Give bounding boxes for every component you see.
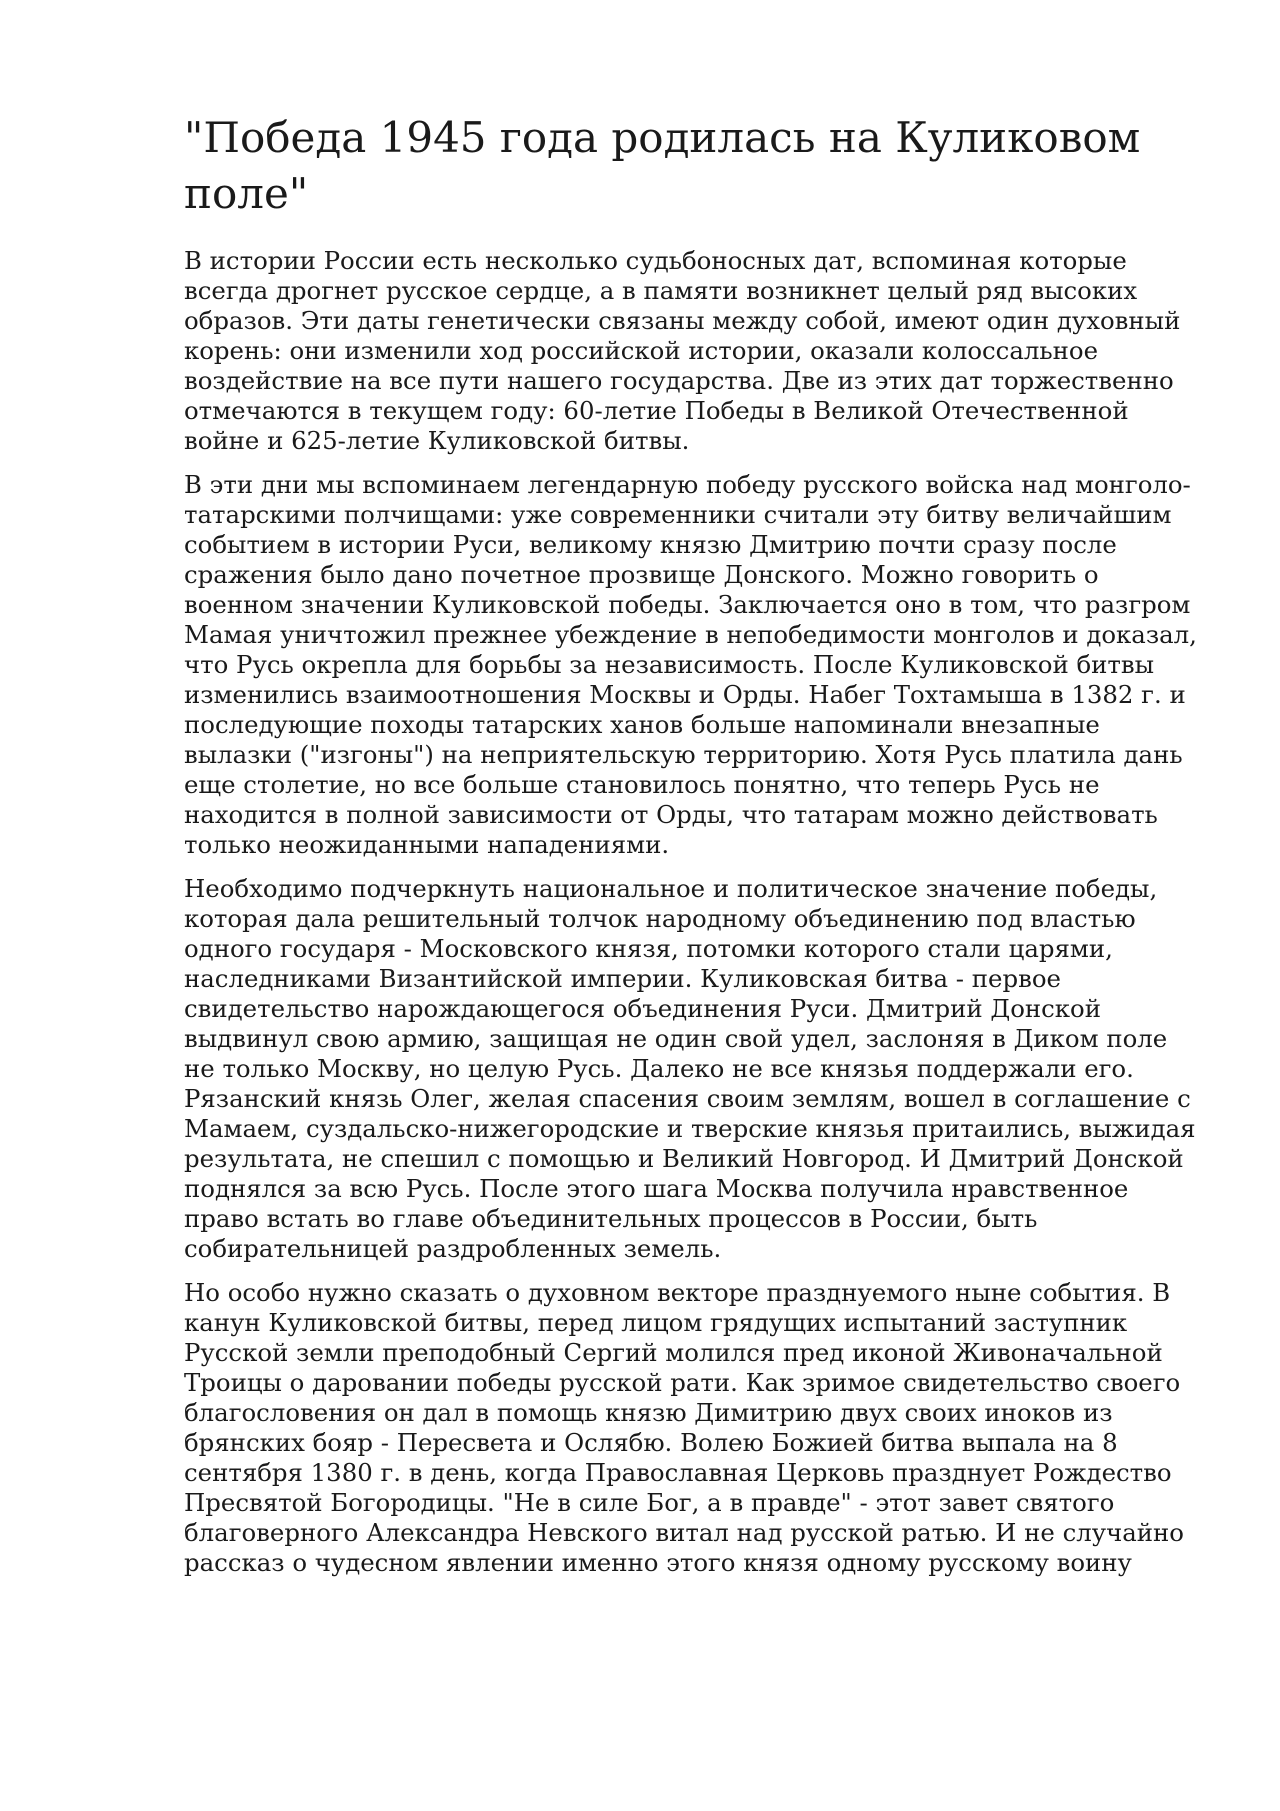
paragraph-4: Но особо нужно сказать о духовном векторе празднуемого ныне события. В канун Куликовской битвы, перед лицом грядущих испытаний заступник Русской земли преподобный Сергий молился пред иконой Живоначальной Троицы о даровании победы русской рати. Как зримое свидетельство своего благословения он дал в помощь князю Димитрию двух своих иноков из брянских бояр - Пересвета и Ослябю. Волею Божией битва выпала на 8 сентября 1380 г. в день, когда Православная Церковь празднует Рождество Пресвятой Богородицы. "Не в силе Бог, а в правде" - этот завет святого благоверного Александра Невского витал над русской ратью. И не случайно рассказ о чудесном явлении именно этого князя одному русскому воину bbox=[184, 1278, 1184, 1577]
document-title: "Победа 1945 года родилась на Куликовом поле" bbox=[184, 113, 1141, 218]
paragraph-2: В эти дни мы вспоминаем легендарную победу русского войска над монголо-татарскими полчищами: уже современники считали эту битву величайшим событием в истории Руси, великому князю Дмитрию почти сразу после сражения было дано почетное прозвище Донского. Можно говорить о военном значении Куликовской победы. Заключается оно в том, что разгром Мамая уничтожил прежнее убеждение в непобедимости монголов и доказал, что Русь окрепла для борьбы за независимость. После Куликовской битвы изменились взаимоотношения Москвы и Орды. Набег Тохтамыша в 1382 г. и последующие походы татарских ханов больше напоминали внезапные вылазки ("изгоны") на неприятельскую территорию. Хотя Русь платила дань еще столетие, но все больше становилось понятно, что теперь Русь не находится в полной зависимости от Орды, что татарам можно действовать только неожиданными нападениями. bbox=[184, 470, 1197, 859]
paragraph-3: Необходимо подчеркнуть национальное и политическое значение победы, которая дала решительный толчок народному объединению под властью одного государя - Московского князя, потомки которого стали царями, наследниками Византийской империи. Куликовская битва - первое свидетельство нарождающегося объединения Руси. Дмитрий Донской выдвинул свою армию, защищая не один свой удел, заслоняя в Диком поле не только Москву, но целую Русь. Далеко не все князья поддержали его. Рязанский князь Олег, желая спасения своим землям, вошел в соглашение с Мамаем, суздальско-нижегородские и тверские князья притаились, выжидая результата, не спешил с помощью и Великий Новгород. И Дмитрий Донской поднялся за всю Русь. После этого шага Москва получила нравственное право встать во главе объединительных процессов в России, быть собирательницей раздробленных земель. bbox=[184, 874, 1196, 1263]
document-page bbox=[184, 110, 1200, 1592]
paragraph-1: В истории России есть несколько судьбоносных дат, вспоминая которые всегда дрогнет русское сердце, а в памяти возникнет целый ряд высоких образов. Эти даты генетически связаны между собой, имеют один духовный корень: они изменили ход российской истории, оказали колоссальное воздействие на все пути нашего государства. Две из этих дат торжественно отмечаются в текущем году: 60-летие Победы в Великой Отечественной войне и 625-летие Куликовской битвы. bbox=[184, 246, 1181, 455]
